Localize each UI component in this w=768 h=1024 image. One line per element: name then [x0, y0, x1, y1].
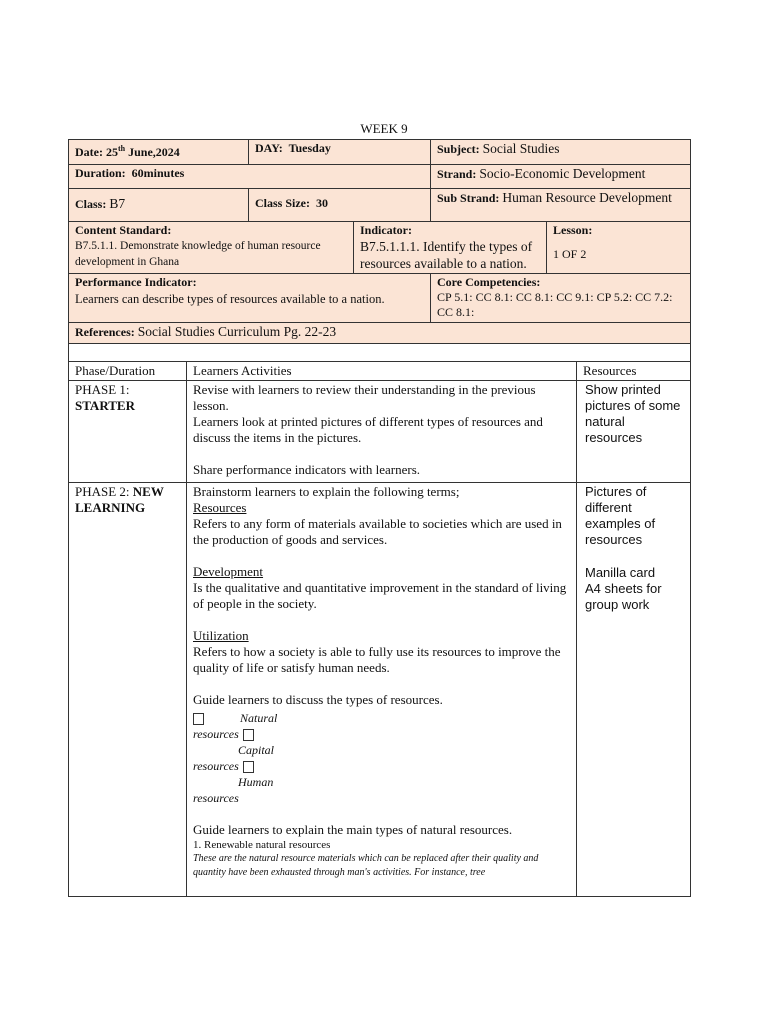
- lesson-cell: Lesson: 1 OF 2: [547, 222, 691, 274]
- def-resources: Refers to any form of materials available to societies which are used in the production of goods and services.: [193, 516, 562, 547]
- col-header-phase: Phase/Duration: [69, 362, 187, 381]
- duration-cell: Duration: 60minutes: [69, 165, 431, 189]
- strand-cell: Strand: Socio-Economic Development: [431, 165, 691, 189]
- phase2-resources: Pictures of different examples of resources Manilla card A4 sheets for group work: [577, 483, 691, 897]
- guide-types: Guide learners to discuss the types of resources.: [193, 692, 443, 707]
- phase1-activity-1: Revise with learners to review their understanding in the previous lesson.: [193, 382, 536, 413]
- bullet-box-icon: [243, 729, 254, 741]
- class-cell: Class: B7: [69, 189, 249, 222]
- phase1-activity-2: Learners look at printed pictures of different types of resources and discuss the items in the pictures.: [193, 414, 543, 445]
- week-title: WEEK 9: [360, 121, 408, 136]
- bullet-box-icon: [193, 713, 204, 725]
- indicator-cell: Indicator: B7.5.1.1.1. Identify the types of resources available to a nation.: [354, 222, 547, 274]
- def-development: Is the qualitative and quantitative improvement in the standard of living of people in the society.: [193, 580, 567, 611]
- lesson-phases-table: [68, 361, 691, 897]
- resource-types-list: Natural resources Capital resources Human resources: [193, 711, 278, 805]
- phase1-resources: Show printed pictures of some natural resources: [577, 381, 691, 483]
- lesson-header-table: [68, 139, 691, 362]
- phase2-intro: Brainstorm learners to explain the following terms;: [193, 484, 460, 499]
- phase2-activities: [187, 483, 577, 897]
- blank-row: [69, 344, 691, 362]
- day-cell: DAY: Tuesday: [249, 140, 431, 165]
- col-header-activities: Learners Activities: [187, 362, 577, 381]
- phase1-activity-3: Share performance indicators with learners.: [193, 462, 421, 477]
- date-cell: Date: 25th June,2024: [69, 140, 249, 165]
- phase1-activities: [187, 381, 577, 483]
- term-utilization: Utilization: [193, 628, 249, 643]
- bullet-box-icon: [243, 761, 254, 773]
- col-header-resources: Resources: [577, 362, 691, 381]
- phase2-cell: PHASE 2: NEW LEARNING: [69, 483, 187, 897]
- class-size-cell: Class Size: 30: [249, 189, 431, 222]
- term-development: Development: [193, 564, 264, 579]
- renewable-title: 1. Renewable natural resources: [193, 839, 331, 851]
- core-competencies-cell: Core Competencies: CP 5.1: CC 8.1: CC 8.1: CC 9.1: CP 5.2: CC 7.2: CC 8.1:: [431, 274, 691, 323]
- guide-natural: Guide learners to explain the main types of natural resources.: [193, 822, 513, 837]
- phase1-cell: PHASE 1: STARTER: [69, 381, 187, 483]
- performance-indicator-cell: Performance Indicator: Learners can describe types of resources available to a nation.: [69, 274, 431, 323]
- term-resources: Resources: [193, 500, 247, 515]
- def-utilization: Refers to how a society is able to fully use its resources to improve the quality of life or satisfy human needs.: [193, 644, 561, 675]
- sub-strand-cell: Sub Strand: Human Resource Development: [431, 189, 691, 222]
- references-cell: References: Social Studies Curriculum Pg. 22-23: [69, 323, 691, 344]
- renewable-text: These are the natural resource materials which can be replaced after their quality and quantity have been exhausted through man's activities. For instance, tree: [193, 853, 539, 878]
- subject-cell: Subject: Social Studies: [431, 140, 691, 165]
- content-standard-cell: Content Standard: B7.5.1.1. Demonstrate knowledge of human resource development in Ghana: [69, 222, 354, 274]
